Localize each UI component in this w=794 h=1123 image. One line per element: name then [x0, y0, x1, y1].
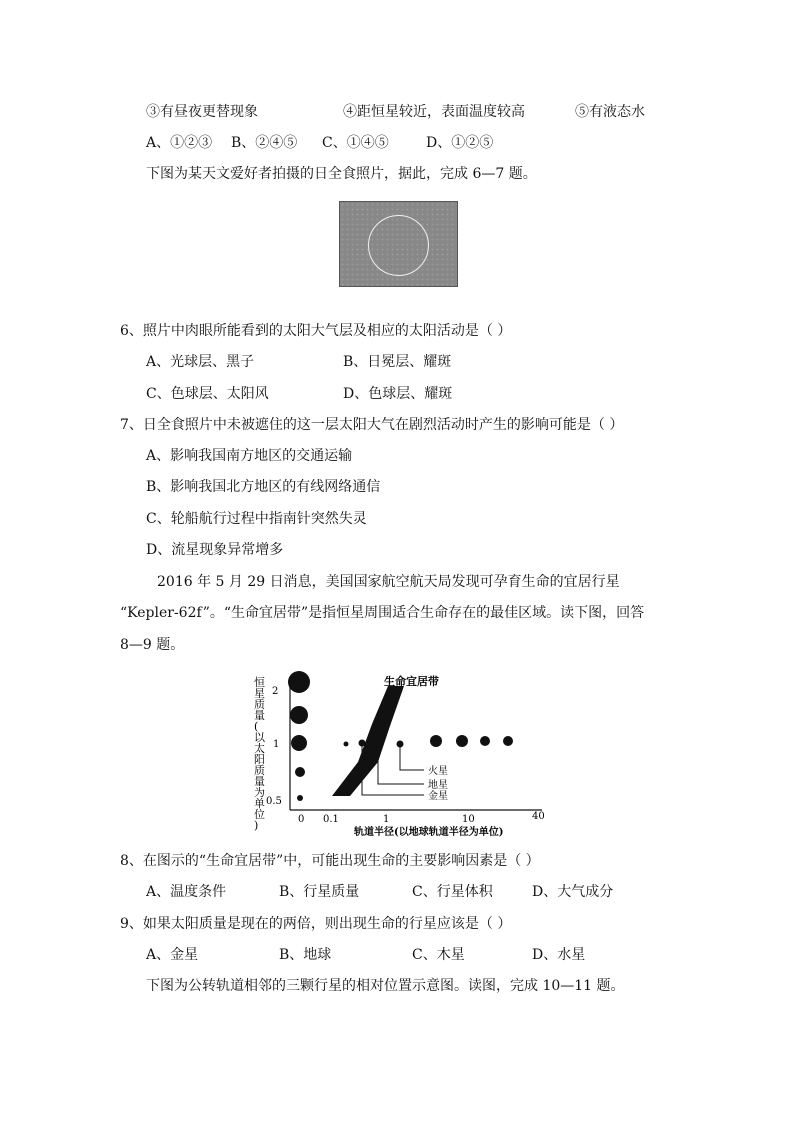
q8-stem: 8、在图示的“生命宜居带”中，可能出现生命的主要影响因素是（ ） — [120, 853, 540, 869]
q9-option-a: A、金星 — [146, 947, 199, 963]
x-tick-1: 1 — [383, 814, 390, 825]
q5-answer-a: A、①②③ — [146, 135, 213, 151]
intro-8-9-line1: 2016 年 5 月 29 日消息，美国国家航空航天局发现可孕育生命的宜居行星 — [157, 574, 620, 590]
q6-option-b: B、日冕层、耀斑 — [343, 354, 452, 370]
x-tick-10: 10 — [462, 814, 475, 825]
leader-earth — [378, 743, 424, 784]
q6-option-a: A、光球层、黑子 — [146, 354, 255, 370]
planet-saturn — [456, 735, 468, 747]
q6-option-d: D、色球层、耀斑 — [343, 386, 453, 402]
y-axis-label: 恒星质量(以太阳质量为单位) — [254, 676, 265, 832]
q8-option-b: B、行星质量 — [279, 884, 360, 900]
option-4: ④距恒星较近，表面温度较高 — [343, 104, 525, 120]
q6-option-c: C、色球层、太阳风 — [146, 386, 269, 402]
q7-option-c: C、轮船航行过程中指南针突然失灵 — [146, 511, 367, 527]
label-venus: 金星 — [428, 791, 448, 802]
intro-8-9-line3: 8—9 题。 — [120, 637, 185, 653]
y-tick-1: 1 — [273, 739, 280, 750]
leader-mars — [400, 744, 424, 770]
q8-option-d: D、大气成分 — [532, 884, 614, 900]
option-5: ⑤有液态水 — [575, 104, 645, 120]
q9-option-c: C、木星 — [412, 947, 465, 963]
star-mass-1 — [291, 735, 307, 751]
corona-ring — [368, 215, 429, 276]
habitable-zone-band — [332, 686, 404, 796]
q8-option-a: A、温度条件 — [146, 884, 227, 900]
habitable-zone-chart — [240, 668, 560, 840]
star-mass-0-75 — [295, 767, 305, 777]
q7-stem: 7、日全食照片中未被遮住的这一层太阳大气在剧烈活动时产生的影响可能是（ ） — [120, 417, 624, 433]
x-tick-40: 40 — [532, 811, 545, 822]
q9-option-d: D、水星 — [532, 947, 586, 963]
y-tick-2: 2 — [272, 686, 279, 697]
planet-mercury — [344, 742, 349, 747]
star-mass-2 — [288, 671, 310, 693]
option-3: ③有昼夜更替现象 — [146, 104, 258, 120]
intro-8-9-line2: “Kepler-62f”。“生命宜居带”是指恒星周围适合生命存在的最佳区域。读下图，回答 — [120, 605, 645, 621]
chart-title: 生命宜居带 — [384, 675, 439, 688]
q5-answer-b: B、②④⑤ — [231, 135, 298, 151]
star-mass-1-5 — [290, 706, 308, 724]
x-axis-label: 轨道半径(以地球轨道半径为单位) — [354, 827, 504, 838]
q7-option-b: B、影响我国北方地区的有线网络通信 — [146, 479, 381, 495]
planet-uranus — [480, 736, 490, 746]
x-tick-0: 0 — [298, 814, 305, 825]
label-earth: 地星 — [428, 780, 448, 791]
y-tick-0-5: 0.5 — [266, 796, 282, 807]
solar-eclipse-photo — [339, 201, 458, 287]
q5-answer-c: C、①④⑤ — [322, 135, 389, 151]
q5-answer-d: D、①②⑤ — [426, 135, 494, 151]
intro-6-7: 下图为某天文爱好者拍摄的日全食照片，据此，完成 6—7 题。 — [146, 166, 537, 182]
star-mass-0-5 — [297, 795, 303, 801]
q7-option-a: A、影响我国南方地区的交通运输 — [146, 448, 353, 464]
q9-option-b: B、地球 — [279, 947, 332, 963]
x-tick-0-1: 0.1 — [323, 814, 339, 825]
q9-stem: 9、如果太阳质量是现在的两倍，则出现生命的行星应该是（ ） — [120, 916, 512, 932]
q8-option-c: C、行星体积 — [412, 884, 493, 900]
q7-option-d: D、流星现象异常增多 — [146, 542, 284, 558]
planet-neptune — [503, 736, 513, 746]
planet-jupiter — [430, 735, 442, 747]
intro-10-11: 下图为公转轨道相邻的三颗行星的相对位置示意图。读图，完成 10—11 题。 — [146, 978, 625, 994]
label-mars: 火星 — [428, 766, 448, 777]
q6-stem: 6、照片中肉眼所能看到的太阳大气层及相应的太阳活动是（ ） — [120, 323, 512, 339]
